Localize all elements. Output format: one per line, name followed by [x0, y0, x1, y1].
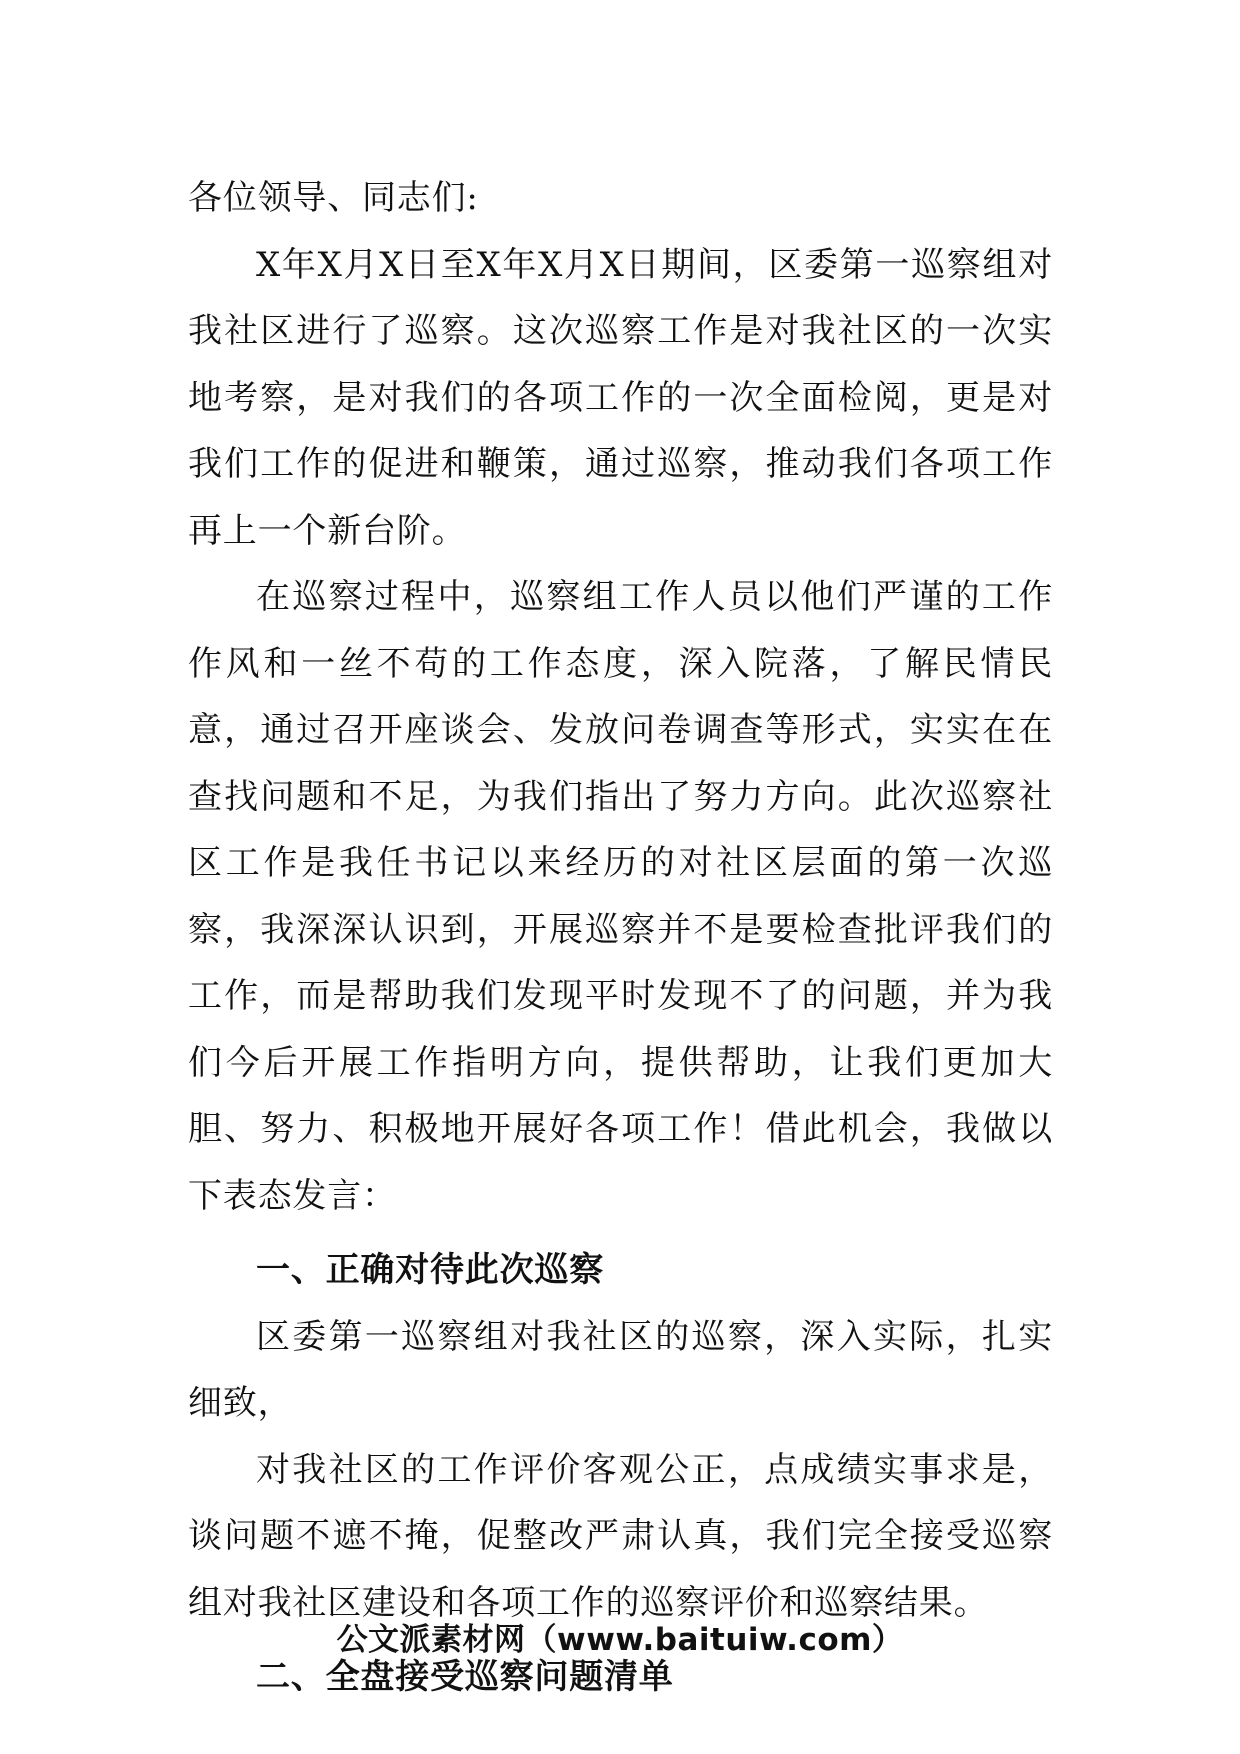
section-heading-1: 一、正确对待此次巡察 — [256, 1250, 604, 1290]
footer-watermark: 公文派素材网（www.baituiw.com） — [336, 1622, 904, 1658]
salutation: 各位领导、同志们: — [188, 178, 479, 218]
paragraph-inspection-period: X年X月X日至X年X月X日期间，区委第一巡察组对我社区进行了巡察。这次巡察工作是对我社区的一次实地考察，是对我们的各项工作的一次全面检阅，更是对我们工作的促进和鞭策，通过巡察，推动我们各项工作再上一个新台阶。 — [188, 244, 1053, 551]
paragraph-inspection-process: 在巡察过程中，巡察组工作人员以他们严谨的工作作风和一丝不苟的工作态度，深入院落，了解民情民意，通过召开座谈会、发放问卷调查等形式，实实在在查找问题和不足，为我们指出了努力方向。此次巡察社区工作是我任书记以来经历的对社区层面的第一次巡察，我深深认识到，开展巡察并不是要检查批评我们的工作，而是帮助我们发现平时发现不了的问题，并为我们今后开展工作指明方向，提供帮助，让我们更加大胆、努力、积极地开展好各项工作！借此机会，我做以下表态发言： — [188, 577, 1053, 1216]
document-body — [188, 165, 1053, 1711]
section-heading-2: 二、全盘接受巡察问题清单 — [256, 1657, 674, 1697]
paragraph-accept-results: 对我社区的工作评价客观公正，点成绩实事求是，谈问题不遮不掩，促整改严肃认真，我们完全接受巡察组对我社区建设和各项工作的巡察评价和巡察结果。 — [188, 1449, 1053, 1623]
paragraph-inspection-evaluation: 区委第一巡察组对我社区的巡察，深入实际，扎实细致， — [188, 1316, 1053, 1423]
